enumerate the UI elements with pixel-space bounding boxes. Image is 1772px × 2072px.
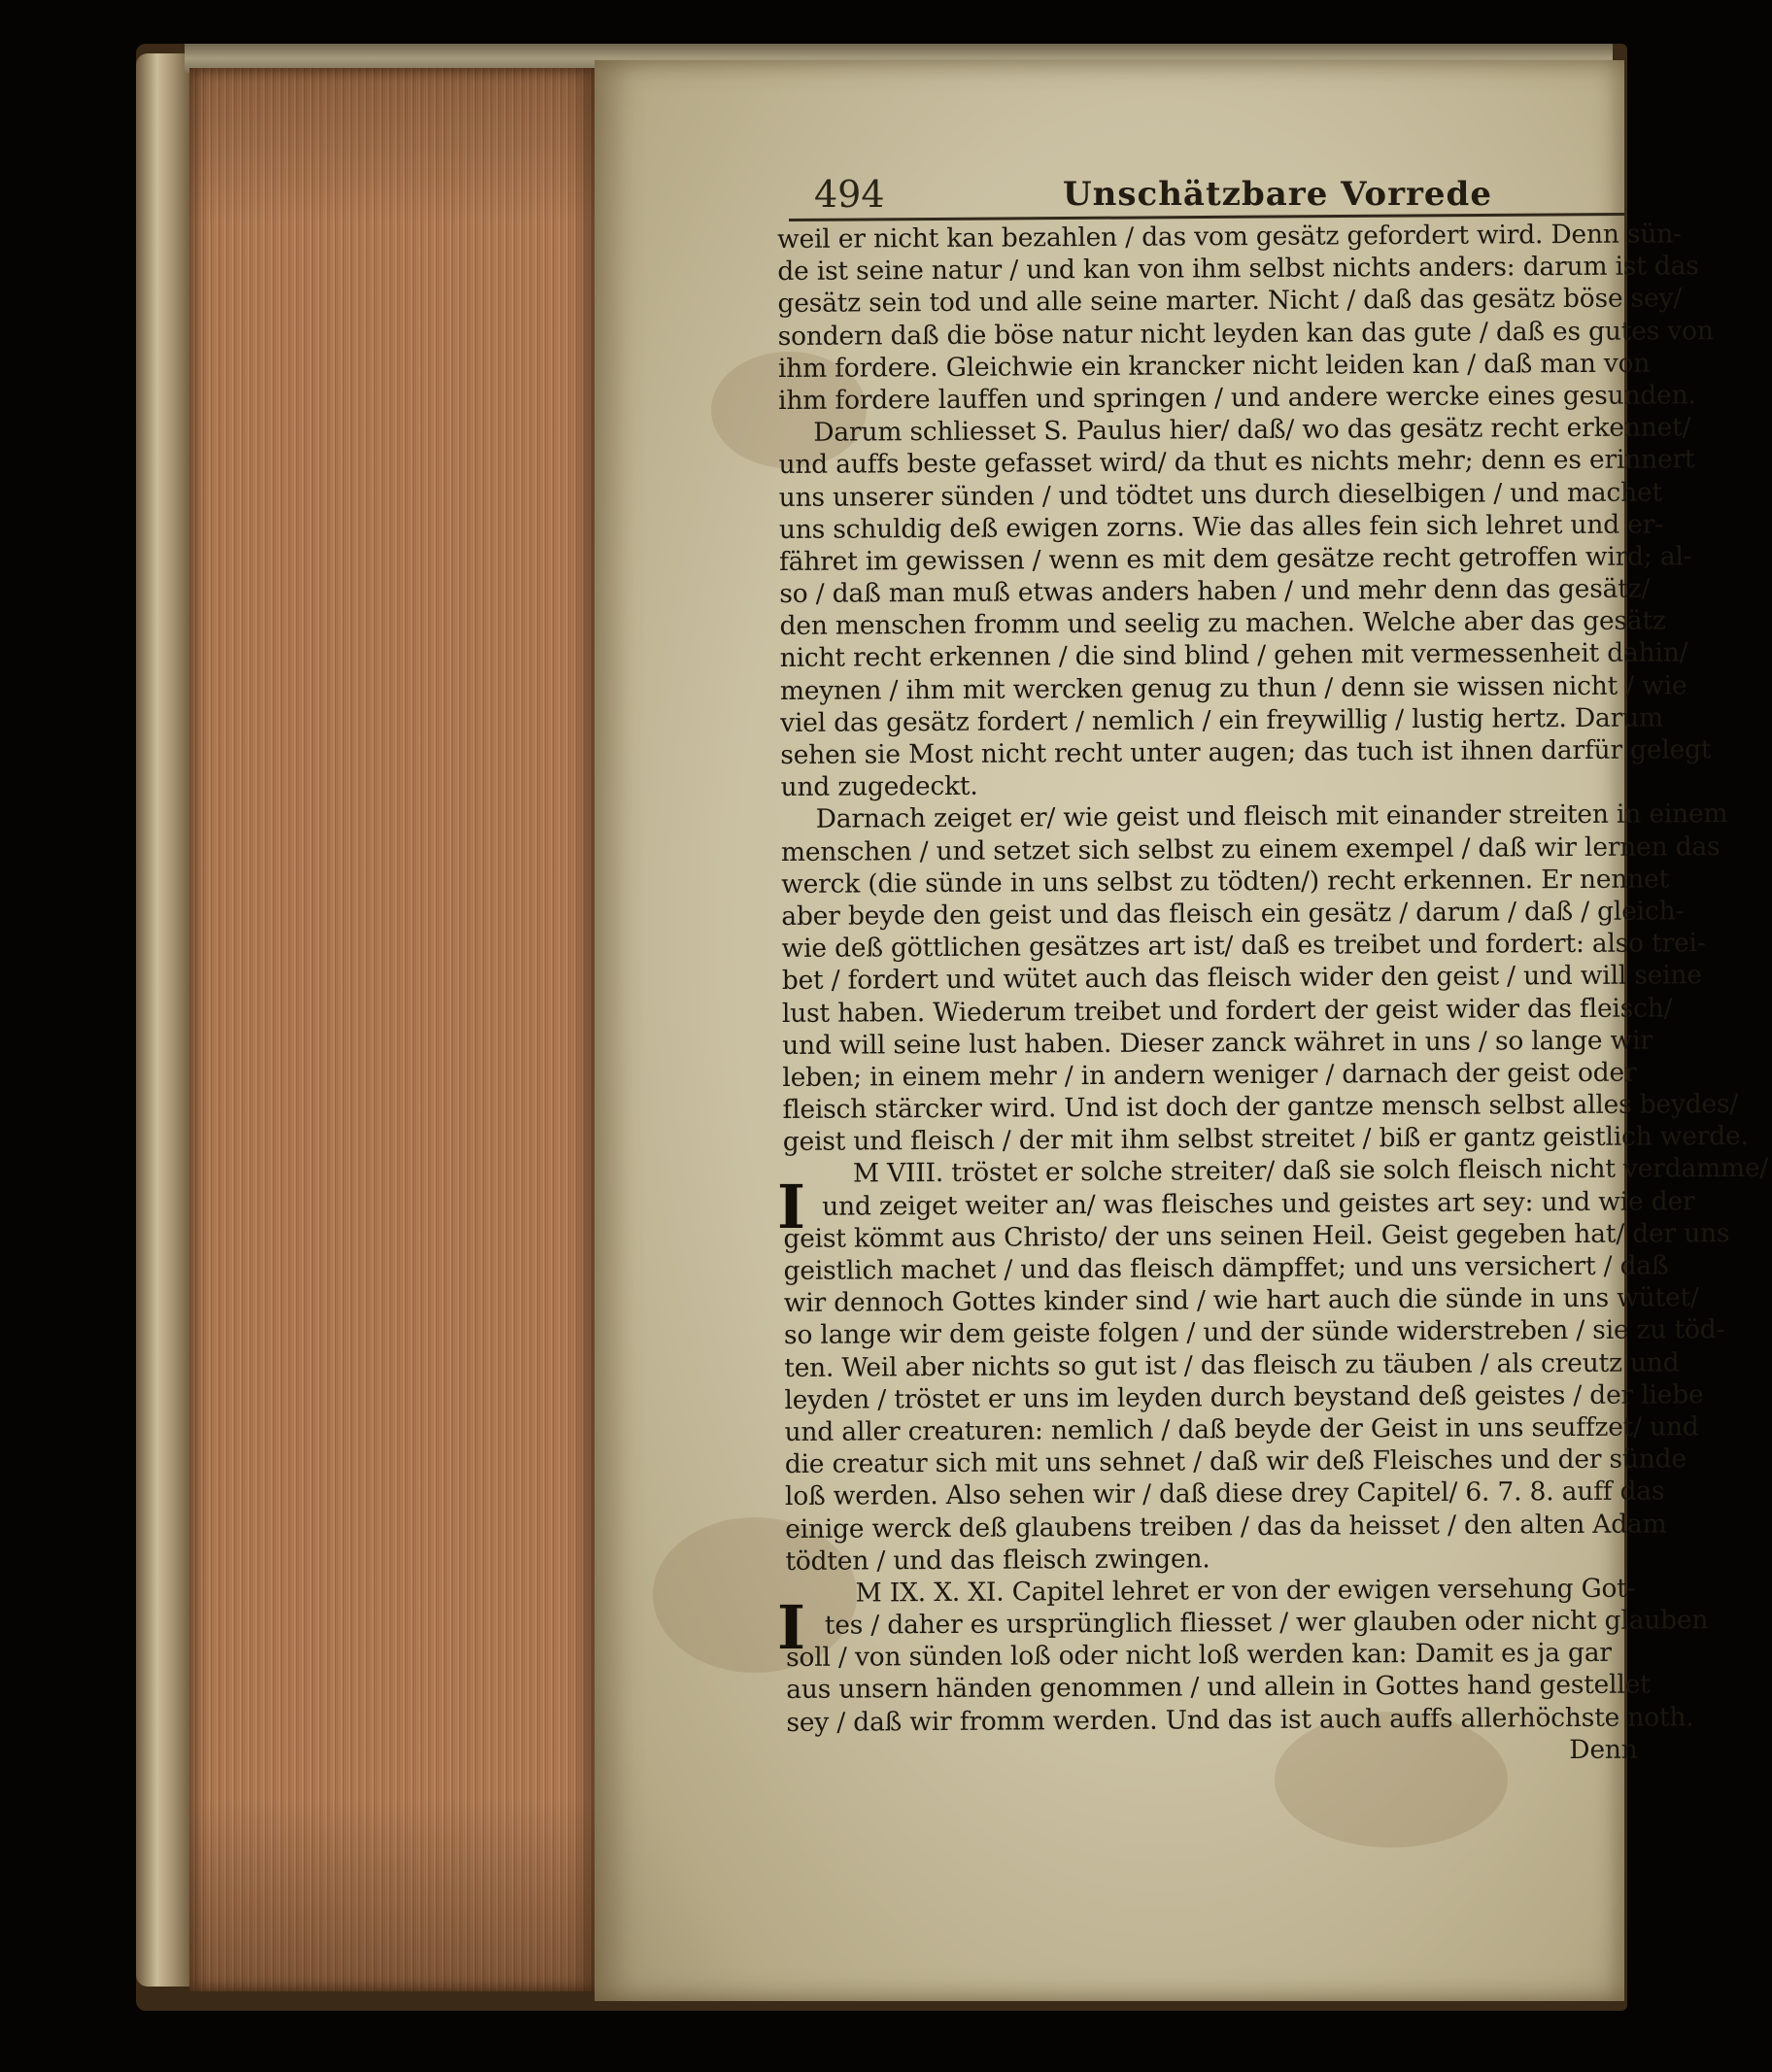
text-line: meynen / ihm mit wercken genug zu thun / denn sie wissen nicht / wie	[779, 669, 1687, 706]
text-line: M IX. X. XI. Capitel lehret er von der ewigen versehung Got-	[855, 1573, 1636, 1609]
text-line: wir dennoch Gottes kinder sind / wie hart auch die sünde in uns wütet/	[783, 1282, 1699, 1319]
text-line: tödten / und das fleisch zwingen.	[785, 1543, 1210, 1577]
text-line: leyden / tröstet er uns im leyden durch beystand deß geistes / der liebe	[784, 1378, 1704, 1415]
text-line: uns schuldig deß ewigen zorns. Wie das alles fein sich lehret und er-	[778, 509, 1664, 545]
text-line: soll / von sünden loß oder nicht loß werden kan: Damit es ja gar	[785, 1638, 1612, 1674]
text-line: fähret im gewissen / wenn es mit dem gesätze recht getroffen wird; al-	[779, 541, 1692, 577]
text-line: bet / fordert und wütet auch das fleisch wider den geist / und will seine	[781, 960, 1702, 997]
text-line: menschen / und setzet sich selbst zu einem exempel / daß wir lernen das	[780, 831, 1721, 867]
text-line: loß werden. Also sehen wir / daß diese drey Capitel/ 6. 7. 8. auff das	[784, 1476, 1665, 1512]
text-line: tes / daher es ursprünglich fliesset / wer glauben oder nicht glauben	[824, 1605, 1709, 1641]
text-line: aber beyde den geist und das fleisch ein gesätz / darum / daß / gleich-	[781, 896, 1685, 932]
running-head	[814, 173, 1514, 220]
text-line: nicht recht erkennen / die sind blind / gehen mit vermessenheit dahin/	[779, 637, 1688, 674]
page-edges-shadow	[189, 68, 597, 1991]
text-line: und zugedeckt.	[780, 770, 978, 803]
page-number: 494	[814, 173, 885, 216]
text-line: sey / daß wir fromm werden. Und das ist auch auffs allerhöchste noth.	[786, 1701, 1694, 1738]
text-line: ihm fordere. Gleichwie ein krancker nicht leiden kan / daß man von	[777, 348, 1651, 384]
text-line: aus unsern händen genommen / und allein in Gottes hand gestellet	[786, 1669, 1651, 1706]
text-line: und aller creaturen: nemlich / daß beyde der Geist in uns seuffzet/ und	[784, 1411, 1699, 1447]
drop-initial: I	[777, 1592, 806, 1663]
body-text	[777, 219, 1769, 1807]
text-line: uns unserer sünden / und tödtet uns durch dieselbigen / und machet	[778, 476, 1663, 513]
text-line: und auffs beste gefasset wird/ da thut es nichts mehr; denn es erinnert	[778, 444, 1695, 481]
text-line: gesätz sein tod und alle seine marter. Nicht / daß das gesätz böse sey/	[777, 283, 1683, 320]
text-line: einige werck deß glaubens treiben / das da heisset / den alten Adam	[785, 1508, 1667, 1545]
text-line: den menschen fromm und seelig zu machen. Welche aber das gesätz	[779, 605, 1666, 642]
text-line: fleisch stärcker wird. Und ist doch der gantze mensch selbst alles beydes/	[782, 1089, 1739, 1126]
text-line: und zeiget weiter an/ was fleisches und geistes art sey: und wie der	[822, 1185, 1695, 1222]
running-head-title: Unschätzbare Vorrede	[1063, 175, 1492, 214]
text-line: ihm fordere lauffen und springen / und andere wercke eines gesunden.	[778, 380, 1696, 416]
text-line: so lange wir dem geiste folgen / und der sünde widerstreben / sie zu töd-	[783, 1314, 1725, 1351]
text-line: leben; in einem mehr / in andern weniger / darnach der geist oder	[782, 1057, 1637, 1093]
text-line: so / daß man muß etwas anders haben / und mehr denn das gesätz/	[779, 573, 1651, 610]
text-line: geistlich machet / und das fleisch dämpffet; und uns versichert / daß	[783, 1250, 1669, 1286]
text-line: Denn	[1569, 1734, 1638, 1765]
text-line: Darnach zeiget er/ wie geist und fleisch mit einander streiten in einem	[815, 798, 1728, 835]
text-line: lust haben. Wiederum treibet und fordert der geist wider das fleisch/	[781, 992, 1673, 1029]
text-line: Darum schliesset S. Paulus hier/ daß/ wo das gesätz recht erkennet/	[813, 412, 1691, 448]
text-line: de ist seine natur / und kan von ihm selbst nichts anders: darum ist das	[777, 251, 1699, 288]
binding-edge	[136, 53, 196, 1987]
text-line: geist kömmt aus Christo/ der uns seinen Heil. Geist gegeben hat/ der uns	[783, 1217, 1730, 1254]
text-line: sehen sie Most nicht recht unter augen; das tuch ist ihnen darfür gelegt	[780, 734, 1712, 770]
text-line: geist und fleisch / der mit ihm selbst streitet / biß er gantz geistlich werde.	[782, 1121, 1749, 1158]
text-line: ten. Weil aber nichts so gut ist / das fleisch zu täuben / als creutz und	[784, 1346, 1680, 1383]
text-line: und will seine lust haben. Dieser zanck währet in uns / so lange wir	[782, 1025, 1653, 1061]
text-line: viel das gesätz fordert / nemlich / ein freywillig / lustig hertz. Darum	[780, 702, 1663, 738]
text-line: sondern daß die böse natur nicht leyden kan das gute / daß es gutes von	[777, 315, 1714, 352]
text-line: werck (die sünde in uns selbst zu tödten/) recht erkennen. Er nennet	[781, 864, 1670, 900]
text-line: M VIII. tröstet er solche streiter/ daß sie solch fleisch nicht verdamme/	[852, 1153, 1769, 1189]
drop-initial: I	[777, 1172, 806, 1242]
text-line: wie deß göttlichen gesätzes art ist/ daß es treibet und fordert: also trei-	[781, 928, 1706, 965]
text-line: weil er nicht kan bezahlen / das vom gesätz gefordert wird. Denn sün-	[777, 219, 1682, 255]
text-line: die creatur sich mit uns sehnet / daß wir deß Fleisches und der sünde	[784, 1444, 1687, 1480]
